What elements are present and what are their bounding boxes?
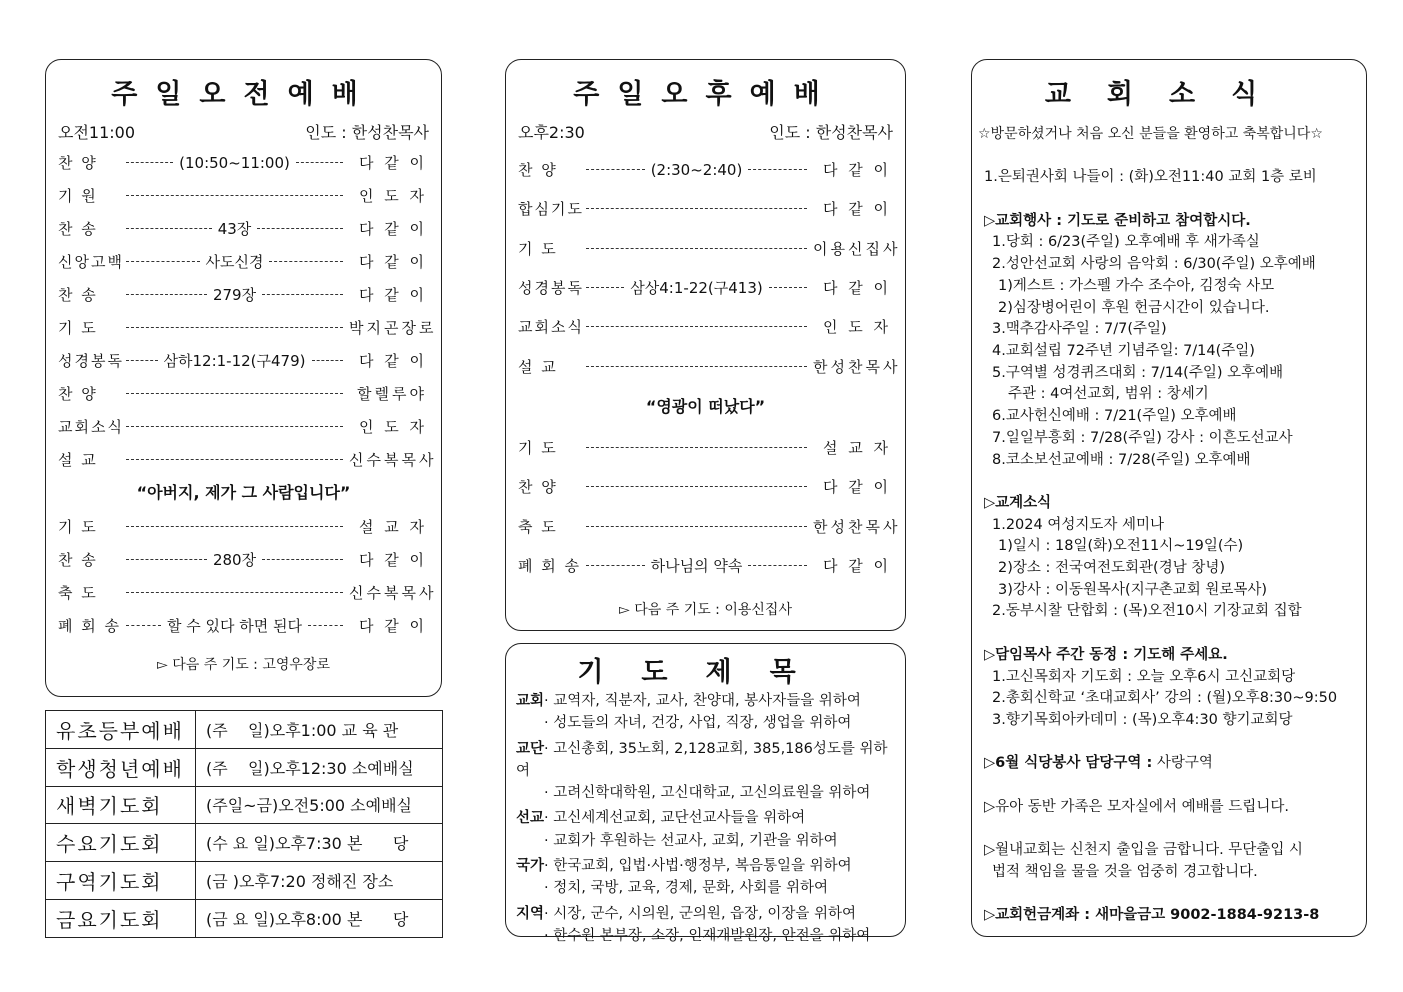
schedule-name: 수요기도회 [46, 824, 196, 862]
order-person: 신수복목사 [349, 451, 437, 469]
prayer-line: · 고신총회, 35노회, 2,128교회, 385,186성도를 위하여 [516, 740, 888, 779]
order-label: 합심기도 [518, 200, 584, 219]
order-person: 다 같 이 [822, 478, 891, 497]
prayer-group [516, 855, 895, 900]
events-heading: ▷교회행사 : 기도로 준비하고 참여합시다. [984, 212, 1251, 229]
prayer-title: 기도제목 [577, 657, 834, 688]
pastor-heading: ▷담임목사 주간 동정 : 기도해 주세요. [984, 646, 1228, 663]
order-label: 찬 양 [518, 161, 558, 180]
infant-notice: ▷유아 동반 가족은 모자실에서 예배를 드립니다. [984, 798, 1289, 815]
dash-leader [308, 625, 343, 626]
schedule-info: (수 요 일)오후7:30 본 당 [196, 824, 443, 862]
dash-leader [126, 228, 212, 229]
schedule-row [46, 824, 443, 862]
order-detail: 할 수 있다 하면 된다 [167, 617, 302, 635]
order-row [506, 229, 905, 268]
order-row [506, 307, 905, 346]
dash-leader [586, 169, 645, 170]
order-row [46, 410, 441, 443]
news-item: 1)게스트 : 가스펠 가수 조수아, 김정숙 사모 [998, 277, 1275, 294]
order-detail: (10:50~11:00) [179, 153, 290, 172]
order-row [46, 576, 441, 609]
dash-leader [748, 169, 807, 170]
order-label: 찬 양 [58, 154, 98, 172]
order-label: 축 도 [518, 517, 558, 536]
order-row [46, 245, 441, 278]
dash-leader [126, 625, 161, 626]
order-row [46, 443, 441, 476]
order-person: 다 같 이 [359, 154, 428, 172]
prayer-group [516, 738, 895, 805]
order-label: 찬 송 [58, 286, 98, 304]
dash-leader [586, 565, 645, 566]
order-person: 다 같 이 [358, 352, 427, 370]
news-item: 5.구역별 성경퀴즈대회 : 7/14(주일) 오후예배 [992, 364, 1284, 381]
dash-leader [126, 294, 207, 295]
news-item: 1.당회 : 6/23(주일) 오후예배 후 새가족실 [992, 234, 1260, 251]
afternoon-title: 주일오후예배 [573, 79, 838, 110]
order-row [46, 609, 441, 642]
order-detail: 43장 [217, 220, 252, 238]
dash-leader [257, 228, 343, 229]
news-item: 주관 : 4여선교회, 범위 : 창세기 [1008, 386, 1209, 403]
prayer-group [516, 807, 895, 852]
prayer-line: · 성도들의 자녀, 건강, 사업, 직장, 생업을 위하여 [544, 715, 852, 732]
afternoon-time: 오후2:30 [518, 123, 585, 142]
order-detail: 하나님의 약속 [650, 556, 743, 575]
prayer-line: · 고신세계선교회, 교단선교사들을 위하여 [544, 810, 806, 827]
denomination-heading: ▷교계소식 [984, 494, 1052, 511]
news-item: 3)강사 : 이동원목사(지구촌교회 원로목사) [998, 581, 1268, 598]
order-label: 설 교 [518, 357, 558, 376]
prayer-category: 국가 [516, 858, 545, 875]
schedule-name: 학생청년예배 [46, 748, 196, 786]
news-item: 3.향기목회아카데미 : (목)오후4:30 향기교회당 [992, 711, 1293, 728]
afternoon-sermon-title: “영광이 떠났다” [645, 396, 766, 416]
order-person: 다 같 이 [359, 220, 428, 238]
news-item: 6.교사헌신예배 : 7/21(주일) 오후예배 [992, 408, 1237, 425]
meal-heading: ▷6월 식당봉사 담당구역 : [984, 755, 1153, 772]
order-person: 할렐루야 [357, 385, 427, 403]
prayer-line: · 한국교회, 입법·사법·행정부, 복음통일을 위하여 [544, 858, 852, 875]
order-label: 찬 송 [58, 220, 98, 238]
order-person: 설 교 자 [358, 518, 427, 536]
dash-leader [126, 327, 343, 328]
dash-leader [262, 559, 343, 560]
order-person: 다 같 이 [358, 286, 427, 304]
order-row [46, 311, 441, 344]
dash-leader [126, 459, 343, 460]
dash-leader [126, 426, 343, 427]
news-item: 2.성안선교회 사랑의 음악회 : 6/30(주일) 오후예배 [992, 256, 1316, 273]
order-person: 다 같 이 [822, 556, 891, 575]
schedule-row [46, 899, 443, 937]
order-row [506, 506, 905, 545]
dash-leader [586, 287, 624, 288]
prayer-line: · 교회가 후원하는 선교사, 교회, 기관을 위하여 [544, 832, 838, 849]
morning-time: 오전11:00 [58, 123, 136, 142]
welcome-text: ☆방문하셨거나 처음 오신 분들을 환영하고 축복합니다☆ [978, 126, 1323, 142]
order-label: 교회소식 [58, 418, 124, 436]
order-label: 성경봉독 [518, 279, 584, 298]
order-person: 이용신집사 [813, 239, 901, 258]
order-detail: 삼상4:1-22(구413) [630, 279, 763, 298]
dash-leader [586, 326, 807, 327]
morning-title: 주일오전예배 [111, 79, 376, 110]
prayer-line: · 한수원 본부장, 소장, 인재개발원장, 안전을 위하여 [544, 927, 871, 944]
dash-leader [296, 162, 343, 163]
news-item: 3.맥추감사주일 : 7/7(주일) [992, 321, 1167, 338]
order-label: 기 도 [518, 239, 558, 258]
dash-leader [748, 565, 807, 566]
order-row [46, 179, 441, 212]
order-row [46, 212, 441, 245]
order-row [46, 344, 441, 377]
order-row [506, 546, 905, 585]
schedule-info: (주 일)오후1:00 교 육 관 [196, 711, 443, 749]
dash-leader [586, 486, 807, 487]
order-label: 설 교 [58, 451, 98, 469]
order-person: 다 같 이 [358, 551, 427, 569]
order-row [506, 428, 905, 467]
schedule-info: (금 )오후7:20 정해진 장소 [196, 862, 443, 900]
order-person: 신수복목사 [349, 584, 437, 602]
afternoon-service-panel [505, 59, 906, 631]
order-label: 폐 회 송 [518, 556, 582, 575]
order-row [46, 377, 441, 410]
dash-leader [269, 261, 343, 262]
prayer-line: · 고려신학대학원, 고신대학교, 고신의료원을 위하여 [544, 785, 871, 802]
dash-leader [586, 248, 807, 249]
schedule-name: 새벽기도회 [46, 786, 196, 824]
news-item: 2)장소 : 전국여전도회관(경남 창녕) [998, 560, 1225, 577]
news-item: 4.교회설립 72주년 기념주일: 7/14(주일) [992, 343, 1255, 359]
order-person: 인 도 자 [358, 418, 427, 436]
order-label: 교회소식 [518, 318, 584, 337]
order-label: 기 도 [518, 438, 558, 457]
prayer-category: 교단 [516, 740, 545, 757]
order-row [506, 150, 905, 189]
news-item: 1.2024 여성지도자 세미나 [992, 516, 1165, 533]
order-label: 성경봉독 [58, 352, 124, 370]
schedule-info: (금 요 일)오후8:00 본 당 [196, 899, 443, 937]
order-row [506, 189, 905, 228]
order-person: 설 교 자 [822, 438, 891, 457]
order-person: 한성찬목사 [813, 517, 901, 536]
morning-next-prayer: ▻ 다음 주 기도 : 고영우장로 [157, 657, 330, 673]
order-label: 폐 회 송 [58, 617, 122, 635]
order-label: 기 도 [58, 319, 98, 337]
schedule-info: (주일~금)오전5:00 소예배실 [196, 786, 443, 824]
dash-leader [769, 287, 807, 288]
news-item: 1.고신목회자 기도회 : 오늘 오후6시 고신교회당 [992, 668, 1296, 685]
order-row [46, 146, 441, 179]
dash-leader [126, 360, 158, 361]
schedule-name: 유초등부예배 [46, 711, 196, 749]
order-person: 박지곤장로 [349, 319, 437, 337]
news-item: 2.총회신학교 ‘초대교회사’ 강의 : (월)오후8:30~9:50 [992, 690, 1338, 707]
order-label: 기 도 [58, 518, 98, 536]
afternoon-leader: 인도 : 한성찬목사 [769, 123, 893, 142]
news-item: 1.은퇴권사회 나들이 : (화)오전11:40 교회 1층 로비 [984, 169, 1317, 186]
news-item: 8.코소보선교예배 : 7/28(주일) 오후예배 [992, 451, 1251, 468]
order-person: 다 같 이 [823, 279, 892, 298]
meal-value: 사랑구역 [1152, 755, 1213, 772]
prayer-group [516, 903, 895, 948]
schedule-info: (주 일)오후12:30 소예배실 [196, 748, 443, 786]
church-news-panel [971, 59, 1367, 937]
dash-leader [126, 592, 343, 593]
order-row [506, 268, 905, 307]
order-person: 인 도 자 [358, 187, 427, 205]
dash-leader [586, 366, 807, 367]
news-item: 2)심장병어린이 후원 헌금시간이 있습니다. [998, 299, 1270, 316]
morning-sermon-title: “아버지, 제가 그 사람입니다” [136, 483, 351, 502]
order-person: 다 같 이 [358, 253, 427, 271]
warning-line-2: 법적 책임을 물을 것을 엄중히 경고합니다. [992, 863, 1258, 880]
dash-leader [126, 393, 343, 394]
prayer-line: · 시장, 군수, 시의원, 군의원, 읍장, 이장을 위하여 [544, 905, 857, 922]
prayer-line: · 교역자, 직분자, 교사, 찬양대, 봉사자들을 위하여 [544, 693, 861, 709]
prayer-line: · 정치, 국방, 교육, 경제, 문화, 사회를 위하여 [544, 880, 829, 897]
dash-leader [586, 526, 807, 527]
dash-leader [126, 559, 207, 560]
afternoon-next-prayer: ▻ 다음 주 기도 : 이용신집사 [619, 601, 792, 618]
dash-leader [126, 162, 173, 163]
offering-account: ▷교회헌금계좌 : 새마을금고 9002-1884-9213-8 [984, 907, 1320, 924]
dash-leader [126, 195, 343, 196]
order-row [506, 346, 905, 385]
order-label: 찬 양 [58, 385, 98, 403]
order-person: 다 같 이 [358, 617, 427, 635]
order-detail: 사도신경 [205, 253, 264, 271]
dash-leader [126, 261, 200, 262]
dash-leader [126, 526, 343, 527]
prayer-category: 선교 [516, 810, 545, 827]
order-row [46, 278, 441, 311]
order-detail: 279장 [212, 286, 257, 304]
dash-leader [262, 294, 343, 295]
news-item: 7.일일부흥회 : 7/28(주일) 강사 : 이흔도선교사 [992, 429, 1293, 446]
news-title: 교회소식 [1044, 79, 1294, 110]
prayer-category: 지역 [516, 905, 545, 922]
warning-line-1: ▷월내교회는 신천지 출입을 금합니다. 무단출입 시 [984, 842, 1303, 859]
news-item: 1)일시 : 18일(화)오전11시~19일(수) [998, 538, 1244, 555]
order-label: 기 원 [58, 187, 98, 205]
order-label: 축 도 [58, 584, 98, 602]
schedule-row [46, 748, 443, 786]
order-row [46, 543, 441, 576]
schedule-row [46, 786, 443, 824]
prayer-group [516, 690, 895, 735]
order-person: 인 도 자 [822, 318, 891, 337]
morning-service-panel [45, 59, 442, 697]
order-label: 신앙고백 [58, 253, 124, 271]
order-label: 찬 양 [518, 478, 558, 497]
order-person: 한성찬목사 [813, 357, 901, 376]
order-detail: (2:30~2:40) [650, 160, 743, 179]
schedule-name: 구역기도회 [46, 862, 196, 900]
prayer-topics-panel [505, 643, 906, 944]
schedule-row [46, 862, 443, 900]
prayer-category: 교회 [516, 693, 545, 709]
schedule-name: 금요기도회 [46, 899, 196, 937]
order-row [506, 467, 905, 506]
order-detail: 280장 [212, 551, 257, 569]
order-person: 다 같 이 [823, 161, 892, 180]
schedule-row [46, 711, 443, 749]
order-person: 다 같 이 [822, 200, 891, 219]
order-detail: 삼하12:1-12(구479) [163, 352, 306, 370]
dash-leader [586, 447, 807, 448]
dash-leader [312, 360, 344, 361]
order-label: 찬 송 [58, 551, 98, 569]
weekly-schedule-table [45, 710, 443, 938]
news-item: 2.동부시찰 단합회 : (목)오전10시 기장교회 집합 [992, 603, 1302, 620]
dash-leader [586, 208, 807, 209]
order-row [46, 510, 441, 543]
morning-leader: 인도 : 한성찬목사 [305, 123, 429, 142]
